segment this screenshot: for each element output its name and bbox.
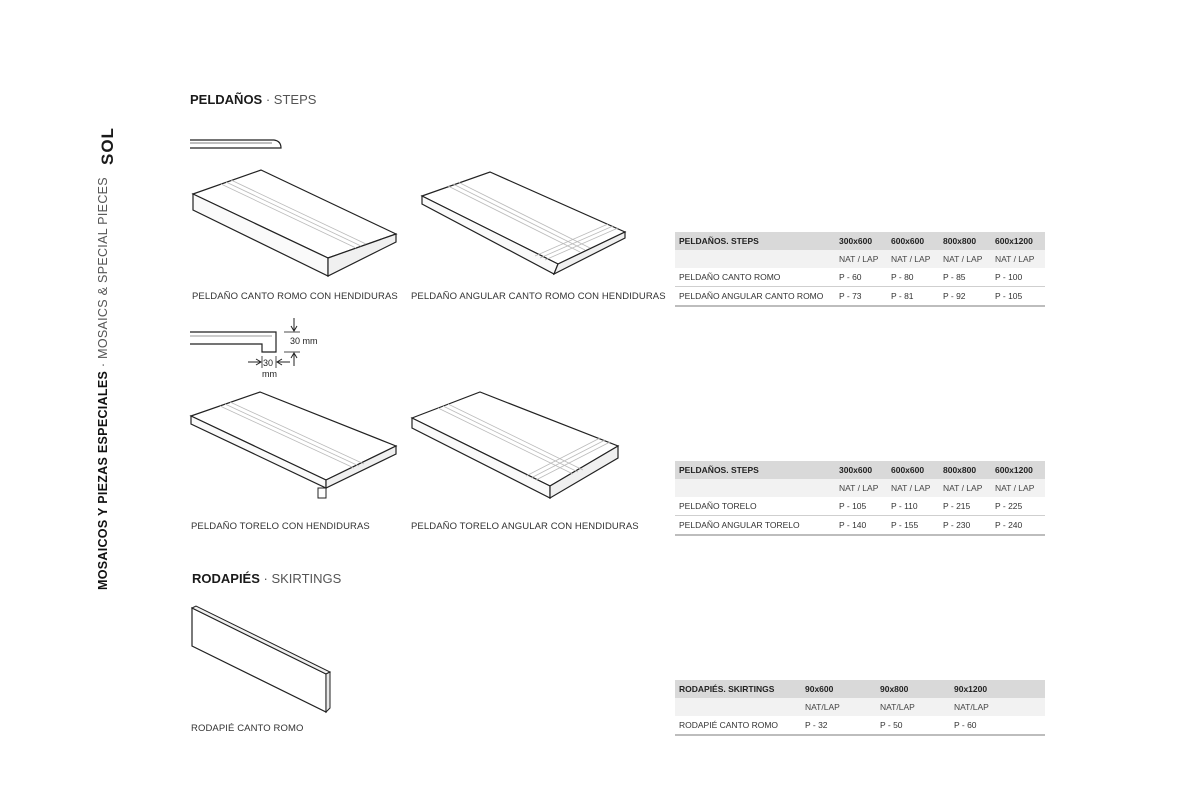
catalog-title-english: MOSAICS & SPECIAL PIECES — [96, 177, 110, 359]
table-cell: P - 230 — [939, 516, 991, 536]
dimension-depth-unit: mm — [262, 369, 277, 379]
table-cell: P - 105 — [991, 287, 1045, 307]
table-row — [675, 268, 1045, 287]
table-header-cell: 300x600 — [835, 461, 887, 479]
table-cell: P - 140 — [835, 516, 887, 536]
table-header-cell: 600x600 — [887, 461, 939, 479]
catalog-title-separator: · — [96, 358, 110, 371]
table-header-row — [675, 680, 1045, 698]
table-cell: P - 105 — [835, 497, 887, 516]
table-header-cell: 800x800 — [939, 461, 991, 479]
table-cell: P - 110 — [887, 497, 939, 516]
table-cell: P - 60 — [835, 268, 887, 287]
table-cell: PELDAÑO CANTO ROMO — [675, 268, 835, 287]
caption-canto-romo: PELDAÑO CANTO ROMO CON HENDIDURAS — [192, 291, 398, 302]
table-cell: P - 50 — [876, 716, 950, 735]
dimension-depth-value: 30 — [263, 358, 274, 368]
table-header-cell: 90x600 — [801, 680, 876, 698]
steps-section-title — [190, 92, 316, 107]
table-header-cell: 800x800 — [939, 232, 991, 250]
table-cell: P - 215 — [939, 497, 991, 516]
table-cell: P - 73 — [835, 287, 887, 307]
table-subheader-cell — [675, 479, 835, 497]
caption-torelo: PELDAÑO TORELO CON HENDIDURAS — [191, 521, 370, 532]
table-cell: P - 32 — [801, 716, 876, 735]
table-subheader-row — [675, 250, 1045, 268]
table-header-row — [675, 461, 1045, 479]
table-cell: P - 100 — [991, 268, 1045, 287]
canto-romo-step-drawing — [188, 164, 403, 282]
rodapie-drawing — [188, 604, 333, 716]
table-row — [675, 497, 1045, 516]
torelo-step-drawing — [188, 388, 403, 503]
skirtings-title-english: SKIRTINGS — [271, 571, 342, 586]
dimension-height-label: 30 mm — [290, 336, 318, 346]
table-subheader-cell: NAT / LAP — [939, 479, 991, 497]
table-subheader-cell: NAT / LAP — [887, 250, 939, 268]
table-header-cell: 300x600 — [835, 232, 887, 250]
table-cell: P - 85 — [939, 268, 991, 287]
table-row — [675, 287, 1045, 307]
table-subheader-cell: NAT/LAP — [876, 698, 950, 716]
table-subheader-cell: NAT / LAP — [835, 250, 887, 268]
torelo-angular-step-drawing — [408, 388, 623, 503]
steps-title-separator: · — [262, 92, 274, 107]
table-subheader-cell: NAT/LAP — [950, 698, 1045, 716]
table-cell: PELDAÑO ANGULAR CANTO ROMO — [675, 287, 835, 307]
brand-name: SOL — [98, 127, 117, 165]
skirtings-title-spanish: RODAPIÉS — [192, 571, 260, 586]
table-subheader-cell: NAT / LAP — [835, 479, 887, 497]
table-header-cell: PELDAÑOS. STEPS — [675, 461, 835, 479]
table-cell: P - 92 — [939, 287, 991, 307]
skirtings-section-title — [192, 571, 341, 586]
steps-torelo-table — [675, 461, 1045, 536]
angular-canto-romo-step-drawing — [418, 166, 633, 281]
steps-title-spanish: PELDAÑOS — [190, 92, 263, 107]
table-header-cell: RODAPIÉS. SKIRTINGS — [675, 680, 801, 698]
caption-torelo-angular: PELDAÑO TORELO ANGULAR CON HENDIDURAS — [411, 521, 639, 532]
caption-angular-canto-romo: PELDAÑO ANGULAR CANTO ROMO CON HENDIDURAS — [411, 291, 666, 302]
skirtings-table — [675, 680, 1045, 736]
table-header-cell: PELDAÑOS. STEPS — [675, 232, 835, 250]
steps-canto-romo-table — [675, 232, 1045, 307]
skirtings-title-separator: · — [259, 571, 272, 586]
table-cell: P - 155 — [887, 516, 939, 536]
table-subheader-cell: NAT / LAP — [991, 250, 1045, 268]
caption-rodapie: RODAPIÉ CANTO ROMO — [191, 723, 304, 734]
table-header-row — [675, 232, 1045, 250]
table-header-cell: 600x1200 — [991, 232, 1045, 250]
catalog-section-title — [96, 177, 110, 590]
table-header-cell: 90x1200 — [950, 680, 1045, 698]
table-subheader-cell: NAT / LAP — [939, 250, 991, 268]
table-subheader-cell: NAT/LAP — [801, 698, 876, 716]
table-row — [675, 516, 1045, 536]
table-subheader-cell — [675, 250, 835, 268]
table-header-cell: 600x600 — [887, 232, 939, 250]
table-cell: P - 240 — [991, 516, 1045, 536]
table-cell: P - 80 — [887, 268, 939, 287]
table-subheader-cell: NAT / LAP — [887, 479, 939, 497]
table-cell: P - 225 — [991, 497, 1045, 516]
catalog-title-spanish: MOSAICOS Y PIEZAS ESPECIALES — [96, 370, 110, 590]
table-subheader-row — [675, 698, 1045, 716]
table-cell: P - 81 — [887, 287, 939, 307]
table-cell: PELDAÑO ANGULAR TORELO — [675, 516, 835, 536]
table-subheader-row — [675, 479, 1045, 497]
table-header-cell: 600x1200 — [991, 461, 1045, 479]
canto-romo-profile-drawing — [188, 133, 288, 153]
table-cell: RODAPIÉ CANTO ROMO — [675, 716, 801, 735]
table-row — [675, 716, 1045, 735]
table-subheader-cell — [675, 698, 801, 716]
table-header-cell: 90x800 — [876, 680, 950, 698]
table-cell: P - 60 — [950, 716, 1045, 735]
steps-title-english: STEPS — [273, 92, 317, 107]
table-cell: PELDAÑO TORELO — [675, 497, 835, 516]
table-subheader-cell: NAT / LAP — [991, 479, 1045, 497]
